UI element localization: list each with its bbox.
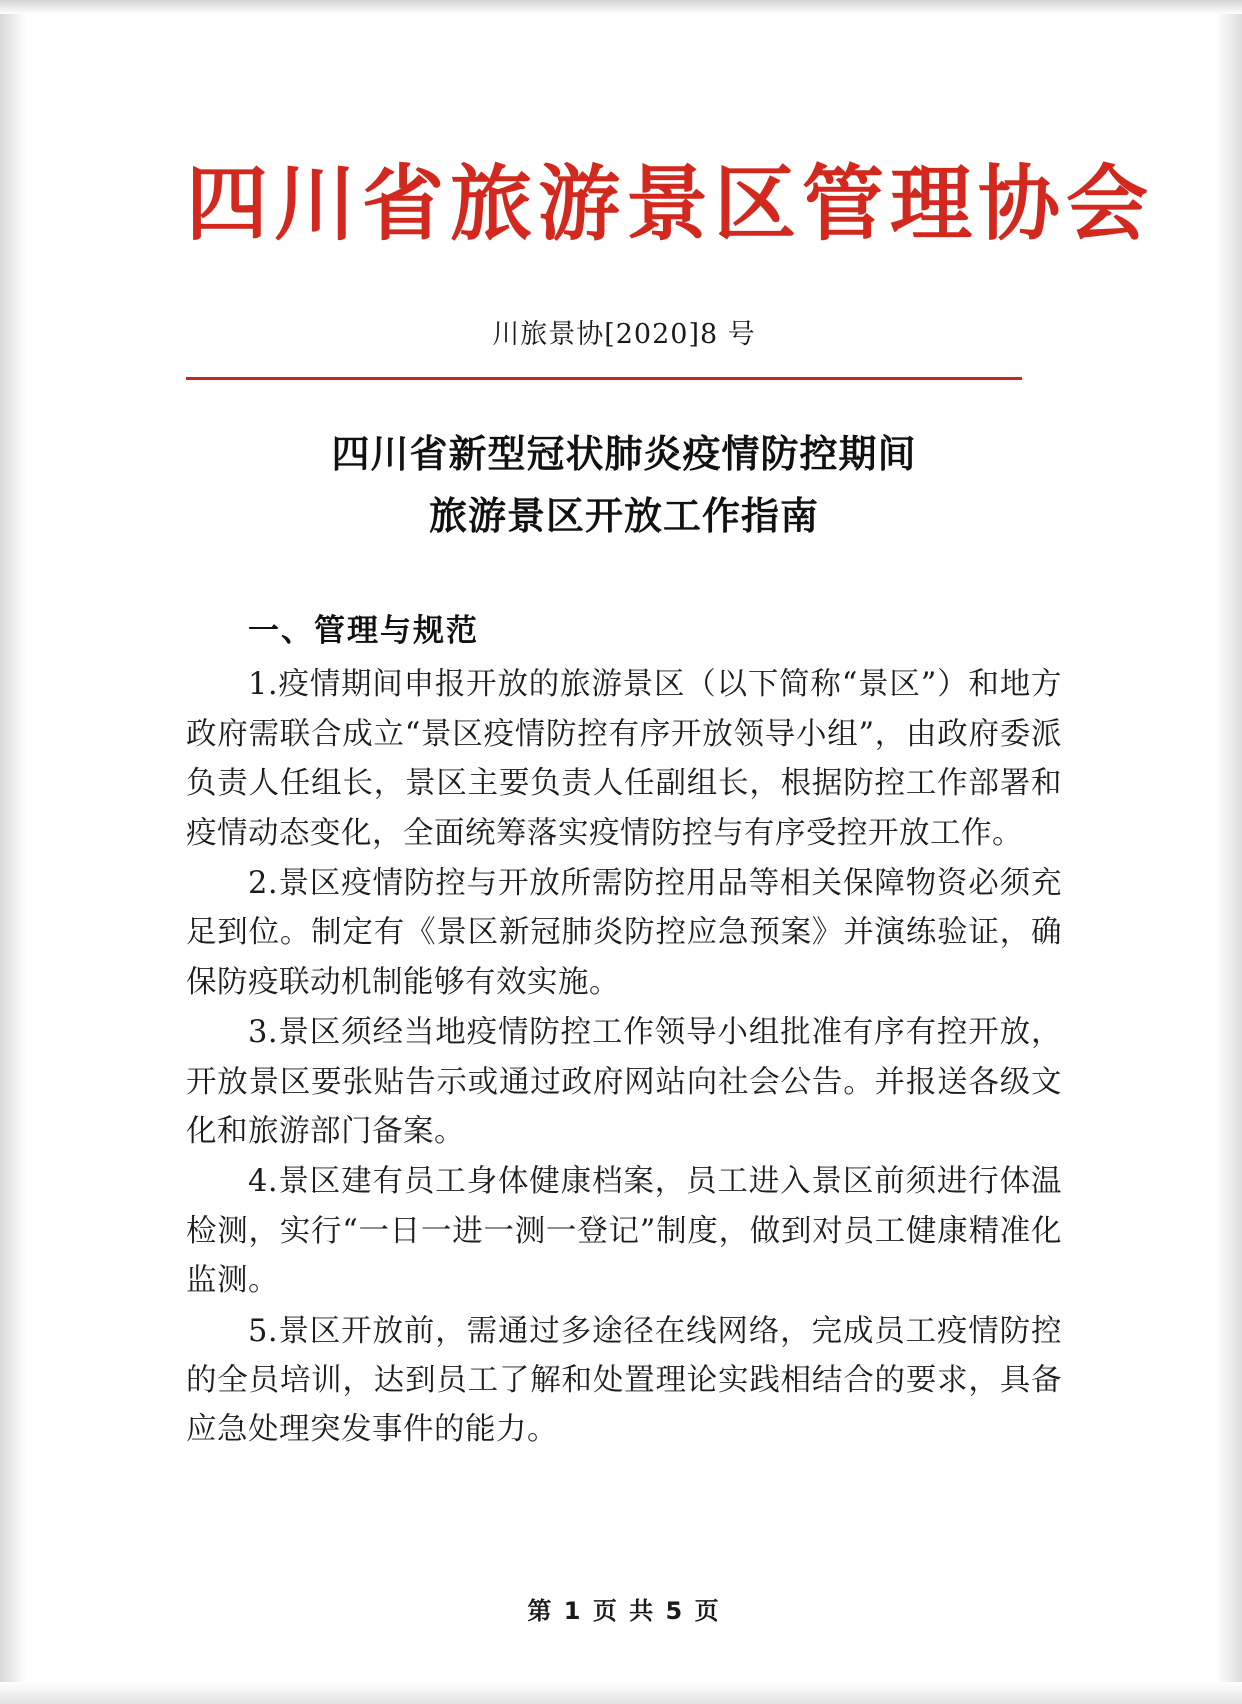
- red-divider-rule: [186, 377, 1022, 380]
- document-number: 川旅景协[2020]8 号: [492, 319, 756, 351]
- section-heading-management: 一、管理与规范: [248, 613, 479, 650]
- page-edge-shadow-right: [1216, 0, 1242, 1704]
- page-number-footer: 第 1 页 共 5 页: [527, 1597, 721, 1625]
- page-title-line-1: 四川省新型冠状肺炎疫情防控期间: [331, 432, 917, 477]
- organization-masthead: 四川省旅游景区管理协会: [186, 157, 1155, 252]
- paragraph-4: 4.景区建有员工身体健康档案，员工进入景区前须进行体温检测，实行“一日一进一测一登记”制度，做到对员工健康精准化监测。: [186, 1164, 1062, 1299]
- paragraph-5: 5.景区开放前，需通过多途径在线网络，完成员工疫情防控的全员培训，达到员工了解和处置理论实践相结合的要求，具备应急处理突发事件的能力。: [186, 1313, 1062, 1448]
- body-text: [186, 660, 1062, 1455]
- page-title-line-2: 旅游景区开放工作指南: [428, 493, 819, 538]
- page-edge-shadow-left: [0, 0, 26, 1704]
- paragraph-1: 1.疫情期间申报开放的旅游景区（以下简称“景区”）和地方政府需联合成立“景区疫情防控有序开放领导小组”，由政府委派负责人任组长，景区主要负责人任副组长，根据防控工作部署和疫情动态变化，全面统筹落实疫情防控与有序受控开放工作。: [186, 667, 1062, 851]
- document-content: [186, 0, 1155, 1704]
- paragraph-2: 2.景区疫情防控与开放所需防控用品等相关保障物资必须充足到位。制定有《景区新冠肺炎防控应急预案》并演练验证，确保防疫联动机制能够有效实施。: [186, 865, 1062, 1000]
- page-title: [186, 424, 1062, 547]
- paragraph-3: 3.景区须经当地疫情防控工作领导小组批准有序有控开放，开放景区要张贴告示或通过政府网站向社会公告。并报送各级文化和旅游部门备案。: [186, 1015, 1062, 1149]
